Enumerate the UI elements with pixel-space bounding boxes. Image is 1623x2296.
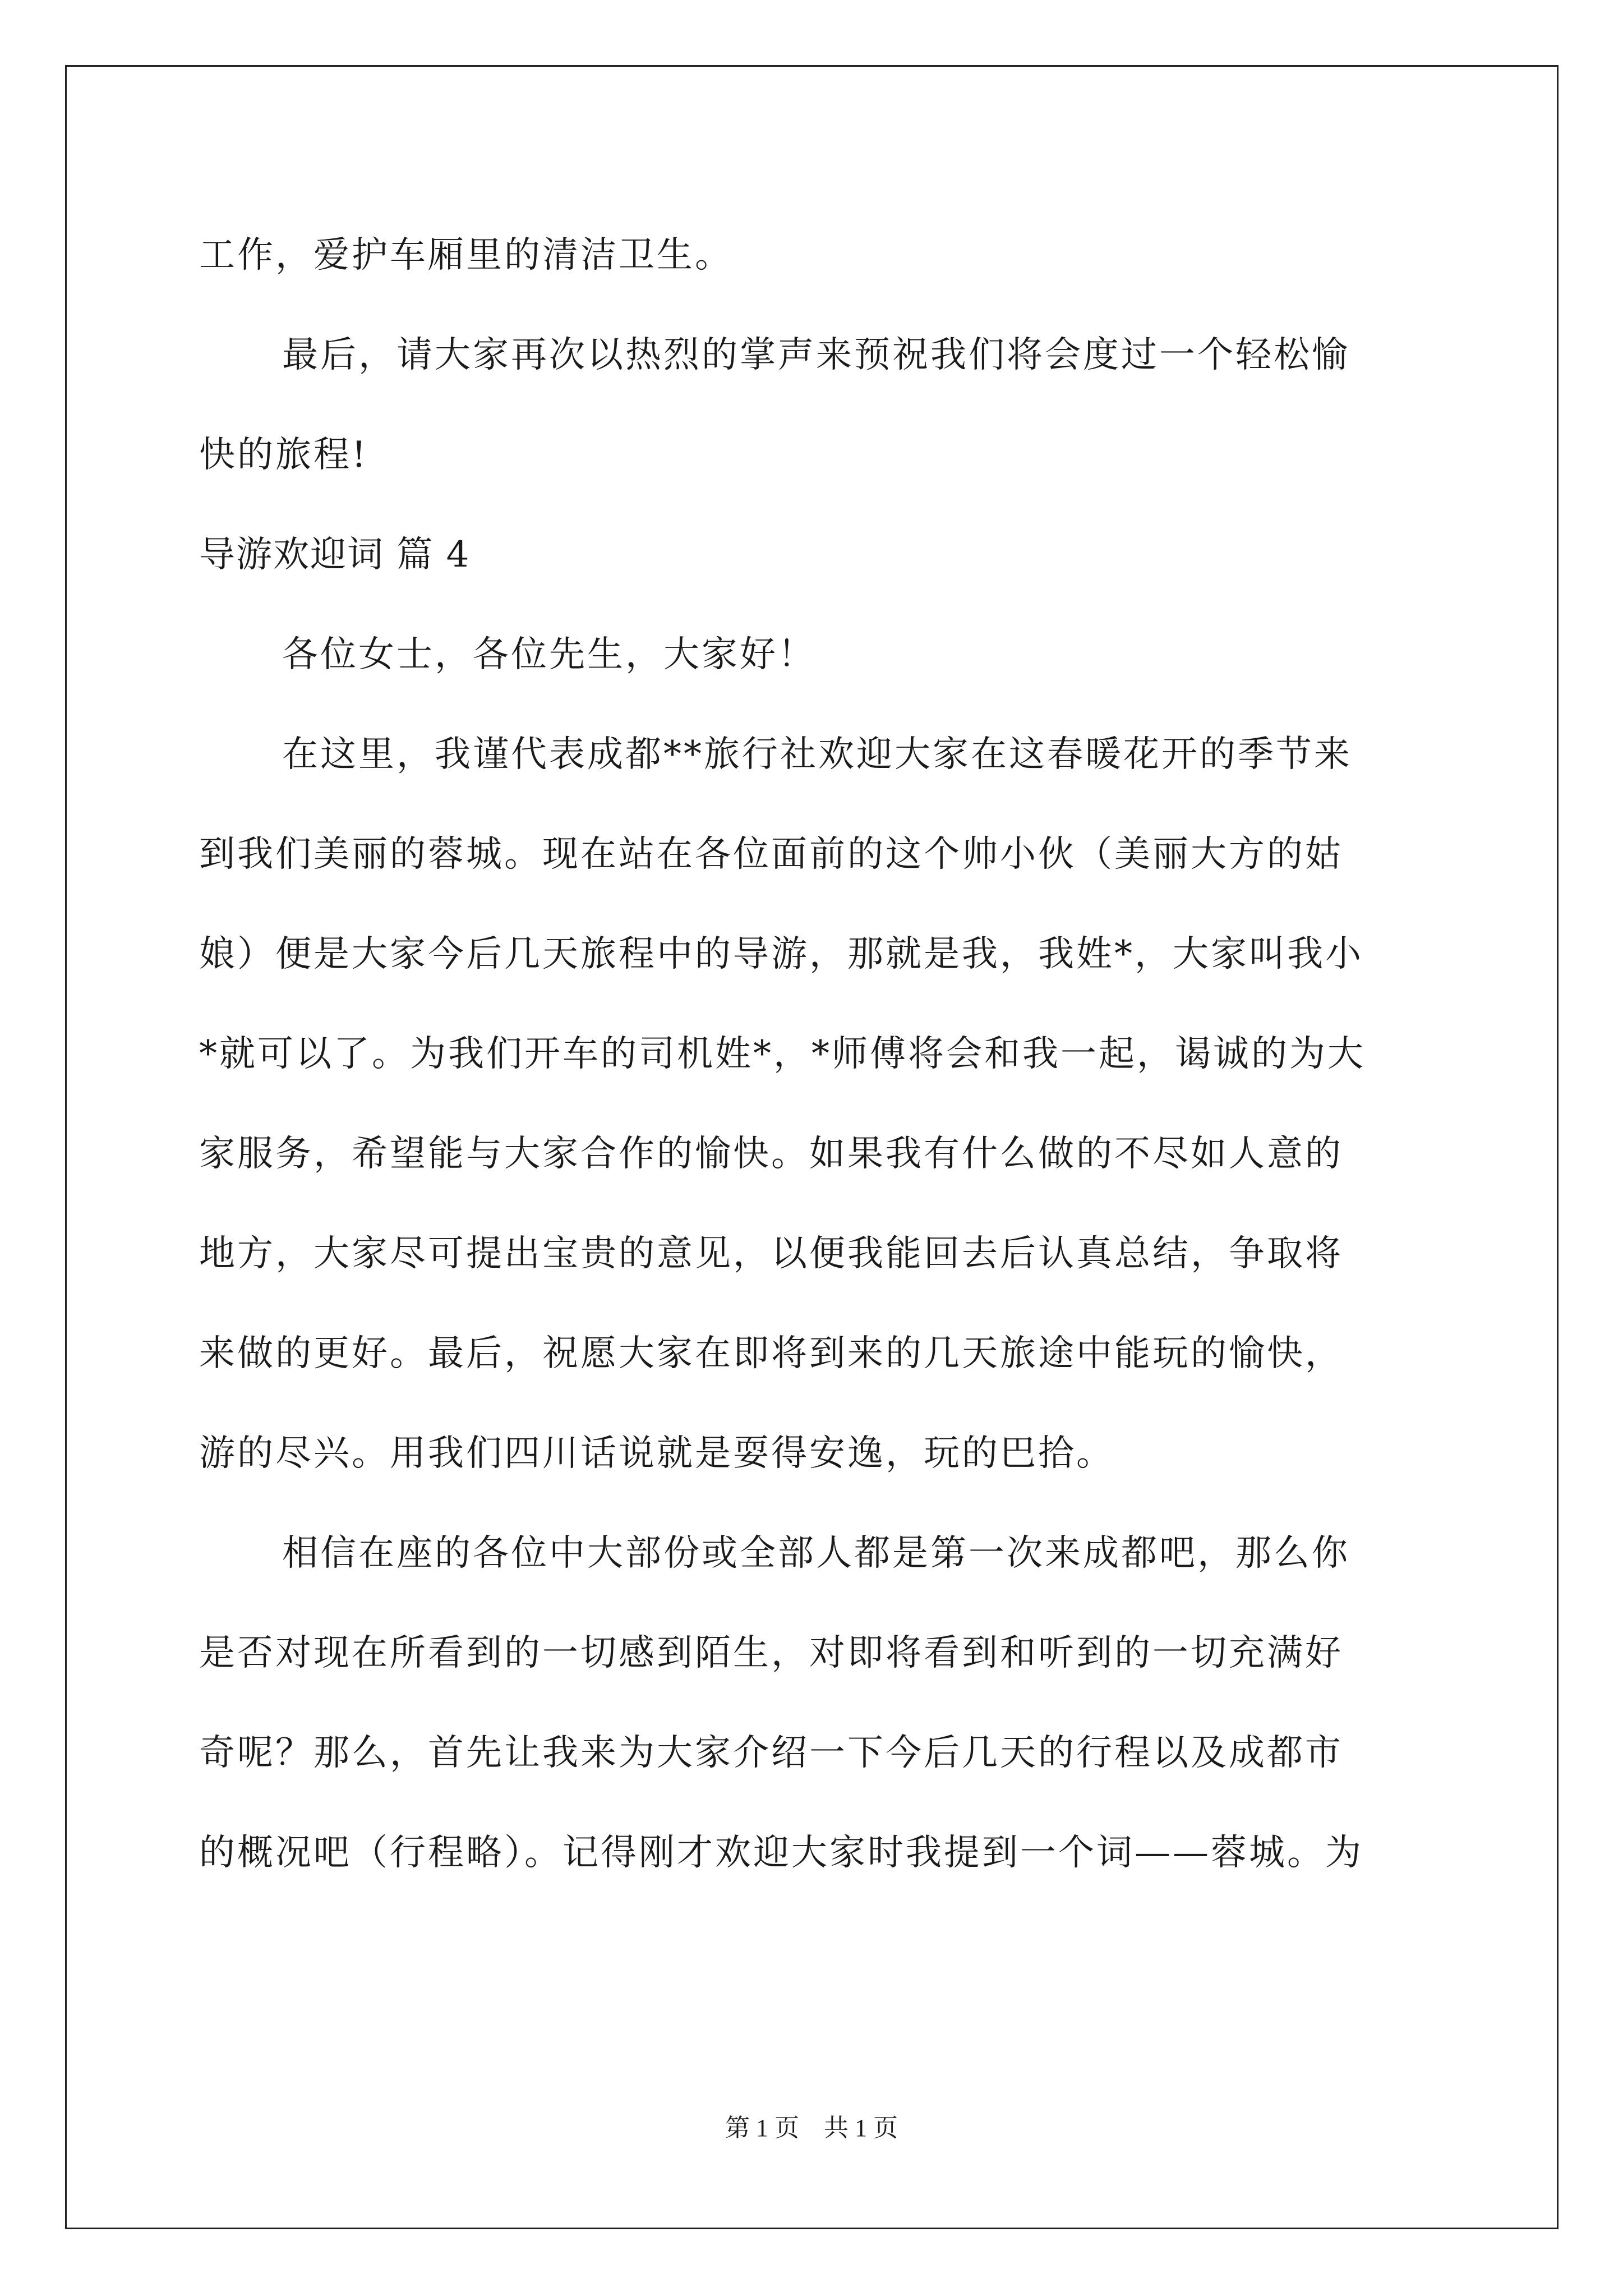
text-line: 最后，请大家再次以热烈的掌声来预祝我们将会度过一个轻松愉 (282, 334, 1350, 376)
text-line: 在这里，我谨代表成都**旅行社欢迎大家在这春暖花开的季节来 (282, 734, 1352, 775)
text-line: 地方，大家尽可提出宝贵的意见，以便我能回去后认真总结，争取将 (199, 1233, 1343, 1274)
text-line: 家服务，希望能与大家合作的愉快。如果我有什么做的不尽如人意的 (199, 1133, 1343, 1175)
text-line: 快的旅程! (199, 434, 368, 476)
text-line: 各位女士，各位先生，大家好！ (282, 634, 816, 675)
document-body (199, 205, 1427, 1903)
text-line: 奇呢？那么，首先让我来为大家介绍一下今后几天的行程以及成都市 (199, 1732, 1343, 1774)
text-line: 相信在座的各位中大部份或全部人都是第一次来成都吧，那么你 (282, 1533, 1350, 1574)
text-line: 是否对现在所看到的一切感到陌生，对即将看到和听到的一切充满好 (199, 1632, 1343, 1674)
text-line: *就可以了。为我们开车的司机姓*，*师傅将会和我一起，谒诚的为大 (199, 1033, 1366, 1075)
text-line: 的概况吧（行程略）。记得刚才欢迎大家时我提到一个词——蓉城。为 (199, 1832, 1363, 1874)
text-line: 工作，爱护车厢里的清洁卫生。 (199, 234, 733, 276)
section-heading: 导游欢迎词 篇 4 (199, 534, 471, 576)
page-number-footer: 第 1 页 共 1 页 (725, 2114, 898, 2142)
text-line: 到我们美丽的蓉城。现在站在各位面前的这个帅小伙（美丽大方的姑 (199, 834, 1343, 875)
text-line: 娘）便是大家今后几天旅程中的导游，那就是我，我姓*，大家叫我小 (199, 933, 1363, 975)
text-line: 来做的更好。最后，祝愿大家在即将到来的几天旅途中能玩的愉快， (199, 1333, 1343, 1374)
text-line: 游的尽兴。用我们四川话说就是耍得安逸，玩的巴拾。 (199, 1433, 1114, 1474)
